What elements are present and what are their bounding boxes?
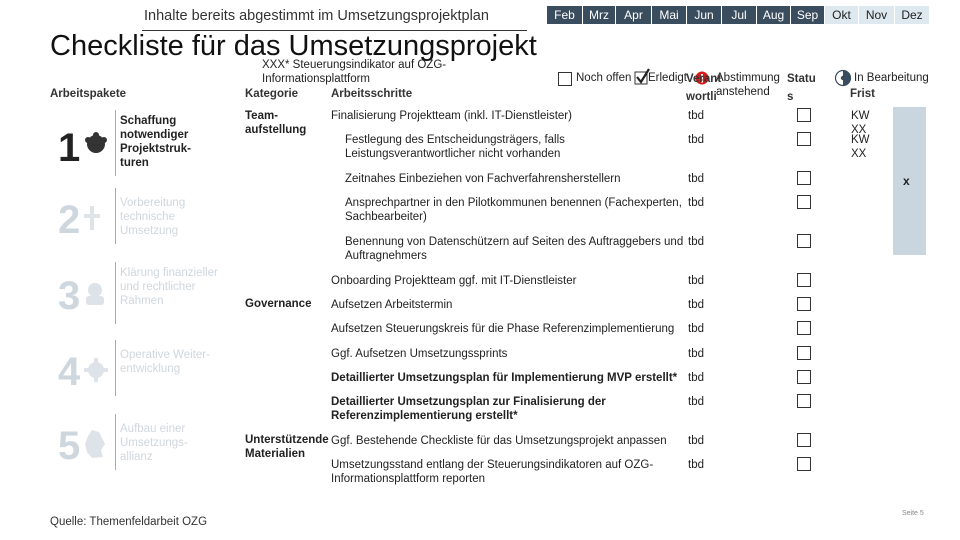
legend-open-checkbox [558,72,572,86]
source-note: Quelle: Themenfeldarbeit OZG [50,516,208,528]
step-frist: KW XX [851,110,870,136]
month-jul: Jul [722,6,756,24]
header-arbeitsschritte: Arbeitsschritte [331,88,413,100]
status-checkbox[interactable] [797,321,811,335]
legend-in-bearbeitung: In Bearbeitung [854,72,929,84]
arbeitspaket-3[interactable] [58,262,238,328]
status-checkbox[interactable] [797,195,811,209]
kategorie-unterstuetzende-materialien: Unterstützende Materialien [245,434,329,460]
step-responsible: tbd [688,396,704,408]
header-status: Status [787,73,816,103]
month-dez: Dez [895,6,929,24]
step-text: Festlegung des Entscheidungsträgers, falls Leistungsverantwortlicher nicht vorhanden [345,134,565,160]
step-responsible: tbd [688,110,704,122]
step-responsible: tbd [688,275,704,287]
step-responsible: tbd [688,236,704,248]
month-sep: Sep [791,6,824,24]
step-text: Detaillierter Umsetzungsplan zur Finalisierung der Referenzimplementierung erstellt* [331,396,606,422]
step-responsible: tbd [688,435,704,447]
status-checkbox[interactable] [797,370,811,384]
arbeitspaket-number: 5 [58,424,81,468]
arbeitspaket-number: 4 [58,350,81,394]
step-responsible: tbd [688,299,704,311]
arbeitspaket-label: Vorbereitung technische Umsetzung [120,197,186,237]
step-responsible: tbd [688,173,704,185]
status-checkbox[interactable] [797,394,811,408]
arbeitspaket-2[interactable] [58,188,238,250]
step-responsible: tbd [688,197,704,209]
month-mrz: Mrz [583,6,615,24]
subtitle: Inhalte bereits abgestimmt im Umsetzungsprojektplan [144,8,489,24]
arbeitspaket-1[interactable] [58,110,238,180]
step-text: Ggf. Bestehende Checkliste für das Umsetzungsprojekt anpassen [331,435,667,447]
month-okt: Okt [825,6,858,24]
arbeitspaket-label: Klärung finanzieller und rechtlicher Rahmen [120,267,218,307]
step-responsible: tbd [688,323,704,335]
wrench-hand-icon [82,206,102,235]
header-arbeitspakete: Arbeitspakete [50,88,127,100]
kategorie-governance: Governance [245,298,312,310]
status-checkbox[interactable] [797,171,811,185]
arbeitspaket-5[interactable] [58,414,238,474]
page-title: Checkliste für das Umsetzungsprojekt [50,30,537,62]
step-text: Onboarding Projektteam ggf. mit IT-Dienstleister [331,275,577,287]
status-checkbox[interactable] [797,108,811,122]
step-responsible: tbd [688,134,704,146]
status-checkbox[interactable] [797,234,811,248]
step-text: Zeitnahes Einbeziehen von Fachverfahrensherstellern [345,173,621,185]
arbeitspaket-label: Schaffung notwendiger Projektstruk-turen [120,115,191,169]
step-text: Ansprechpartner in den Pilotkommunen benennen (Fachexperten, Sachbearbeiter) [345,197,682,223]
legend-anstehend: anstehend [716,86,770,98]
header-frist: Frist [850,88,875,100]
month-nov: Nov [859,6,894,24]
step-responsible: tbd [688,459,704,471]
month-aug: Aug [757,6,790,24]
step-frist: KW XX [851,134,870,160]
arbeitspaket-divider [115,340,116,396]
status-checkbox[interactable] [797,433,811,447]
gear-people-icon [84,132,108,161]
arbeitspaket-divider [115,414,116,470]
arbeitspaket-divider [115,188,116,244]
status-checkbox[interactable] [797,457,811,471]
month-mai: Mai [652,6,686,24]
page-number: Seite 5 [902,510,924,517]
side-marker: x [903,174,910,188]
arbeitspaket-number: 1 [58,126,81,170]
gear-icon [84,358,108,387]
arbeitspaket-4[interactable] [58,340,238,400]
arbeitspaket-number: 2 [58,198,81,242]
step-text: Aufsetzen Arbeitstermin [331,299,453,311]
kategorie-teamaufstellung: Team-aufstellung [245,110,307,136]
germany-map-icon [84,430,106,463]
month-jun: Jun [687,6,721,24]
arbeitspaket-label: Aufbau einer Umsetzungs-allianz [120,423,188,463]
legend-erledigt: Erledigt [648,72,687,84]
status-checkbox[interactable] [797,132,811,146]
arbeitspaket-divider [115,110,116,176]
month-feb: Feb [547,6,582,24]
arbeitspaket-number: 3 [58,274,81,318]
step-text: Ggf. Aufsetzen Umsetzungssprints [331,348,508,360]
arbeitspaket-label: Operative Weiter-entwicklung [120,349,210,375]
step-text: Benennung von Datenschützern auf Seiten des Auftraggebers und Auftragnehmers [345,236,684,262]
month-apr: Apr [616,6,651,24]
arbeitspaket-divider [115,262,116,324]
legend-noch-offen: Noch offen [576,72,632,84]
step-responsible: tbd [688,372,704,384]
status-checkbox[interactable] [797,297,811,311]
hand-coin-icon [84,282,106,311]
status-checkbox[interactable] [797,273,811,287]
legend-abstimmung: Abstimmung [716,72,780,84]
step-text: Detaillierter Umsetzungsplan für Implementierung MVP erstellt* [331,372,678,384]
status-checkbox[interactable] [797,346,811,360]
step-responsible: tbd [688,348,704,360]
header-kategorie: Kategorie [245,88,299,100]
footnote-legend: XXX* Steuerungsindikator auf OZG-Informationsplattform [262,59,447,85]
step-text: Aufsetzen Steuerungskreis für die Phase Referenzimplementierung [331,323,675,335]
header-verantwortliche: Verantwortli [686,73,722,103]
step-text: Finalisierung Projektteam (inkl. IT-Dienstleister) [331,110,572,122]
step-text: Umsetzungsstand entlang der Steuerungsindikatoren auf OZG-Informationsplattform reporten [331,459,654,485]
